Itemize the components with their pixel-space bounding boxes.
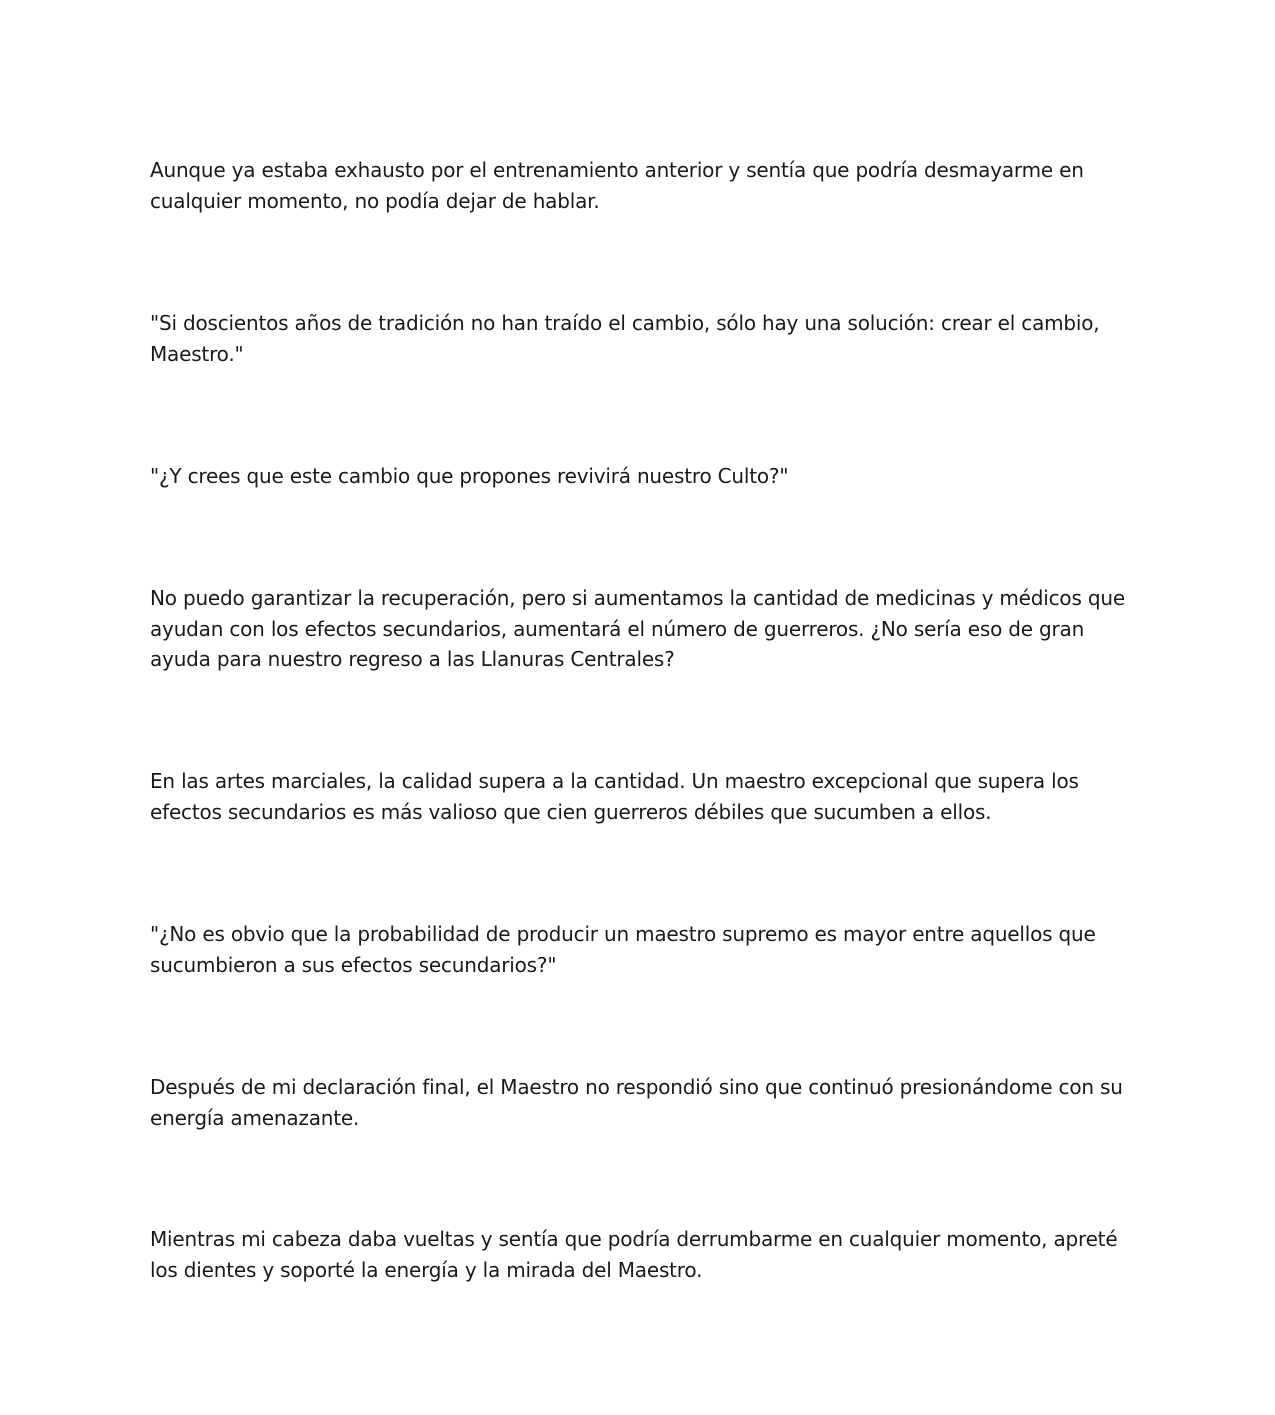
- paragraph-7: Después de mi declaración final, el Maestro no respondió sino que continuó presionándome con su energía amenazante.: [150, 1075, 1123, 1130]
- paragraph-6: "¿No es obvio que la probabilidad de producir un maestro supremo es mayor entre aquellos que sucumbieron a sus efectos secundarios?": [150, 922, 1096, 977]
- paragraph-2: "Si doscientos años de tradición no han traído el cambio, sólo hay una solución: crear el cambio, Maestro.": [150, 311, 1100, 366]
- paragraph-4: No puedo garantizar la recuperación, pero si aumentamos la cantidad de medicinas y médicos que ayudan con los efectos secundarios, aumentará el número de guerreros. ¿No sería eso de gran ayuda para nuestro regreso a las Llanuras Centrales?: [150, 586, 1125, 671]
- paragraph-1: Aunque ya estaba exhausto por el entrenamiento anterior y sentía que podría desmayarme en cualquier momento, no podía dejar de hablar.: [150, 158, 1084, 213]
- paragraph-5: En las artes marciales, la calidad supera a la cantidad. Un maestro excepcional que supera los efectos secundarios es más valioso que cien guerreros débiles que sucumben a ellos.: [150, 769, 1079, 824]
- paragraph-3: "¿Y crees que este cambio que propones revivirá nuestro Culto?": [150, 464, 789, 488]
- paragraph-8: Mientras mi cabeza daba vueltas y sentía que podría derrumbarme en cualquier momento, apreté los dientes y soporté la energía y la mirada del Maestro.: [150, 1227, 1118, 1282]
